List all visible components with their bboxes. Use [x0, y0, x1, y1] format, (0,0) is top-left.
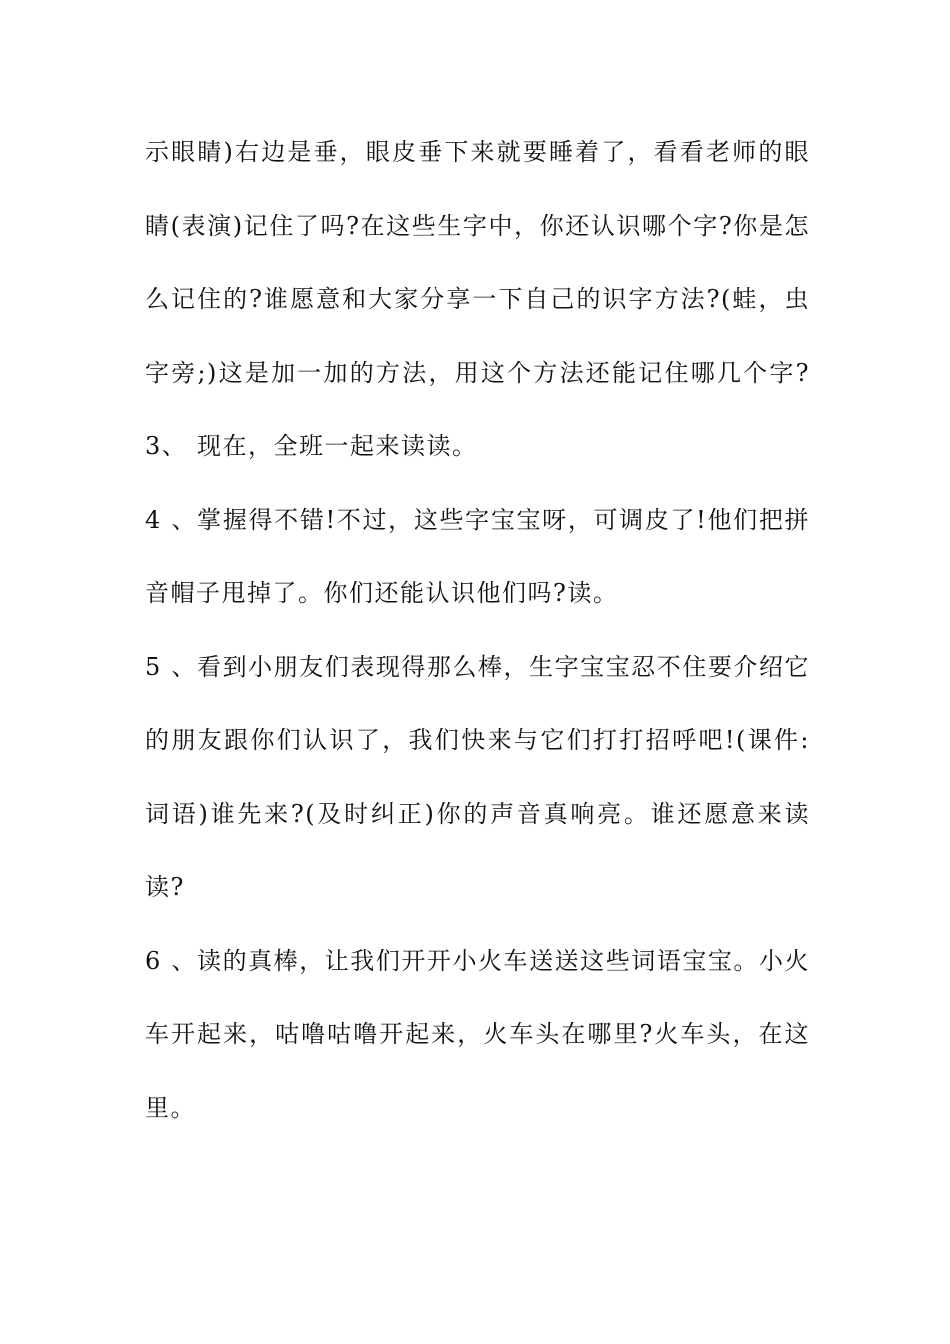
document-body — [145, 128, 810, 1157]
text-line: 示眼睛)右边是垂，眼皮垂下来就要睡着了，看看老师的眼 — [145, 138, 810, 166]
text-line: 么记住的?谁愿意和大家分享一下自己的识字方法?(蛙，虫 — [145, 285, 810, 313]
list-item-text: 读的真棒，让我们开开小火车送送这些词语宝宝。小火 — [197, 946, 810, 975]
list-item-text: 现在，全班一起来读读。 — [197, 432, 478, 460]
text-line: 的朋友跟你们认识了，我们快来与它们打打招呼吧!(课件: — [145, 726, 810, 754]
text-line: 读? — [145, 873, 185, 901]
list-item-5 — [145, 643, 810, 717]
list-item-3 — [145, 422, 810, 496]
text-line: 车开起来，咕噜咕噜开起来，火车头在哪里?火车头，在这 — [145, 1020, 810, 1048]
list-number: 3、 — [145, 432, 188, 460]
list-number: 6、 — [145, 946, 197, 975]
text-line: 字旁;)这是加一加的方法，用这个方法还能记住哪几个字? — [145, 358, 810, 387]
list-item-6 — [145, 937, 810, 1011]
text-line: 音帽子甩掉了。你们还能认识他们吗?读。 — [145, 579, 619, 607]
list-number: 5、 — [145, 652, 197, 681]
text-line: 词语)谁先来?(及时纠正)你的声音真响亮。谁还愿意来读 — [145, 799, 810, 828]
list-item-4 — [145, 496, 810, 570]
list-number: 4、 — [145, 505, 197, 534]
list-item-text: 掌握得不错!不过，这些字宝宝呀，可调皮了!他们把拼 — [197, 505, 810, 534]
text-line: 里。 — [145, 1093, 196, 1122]
text-line: 睛(表演)记住了吗?在这些生字中，你还认识哪个字?你是怎 — [145, 211, 810, 240]
list-item-text: 看到小朋友们表现得那么棒，生字宝宝忍不住要介绍它 — [197, 652, 810, 681]
